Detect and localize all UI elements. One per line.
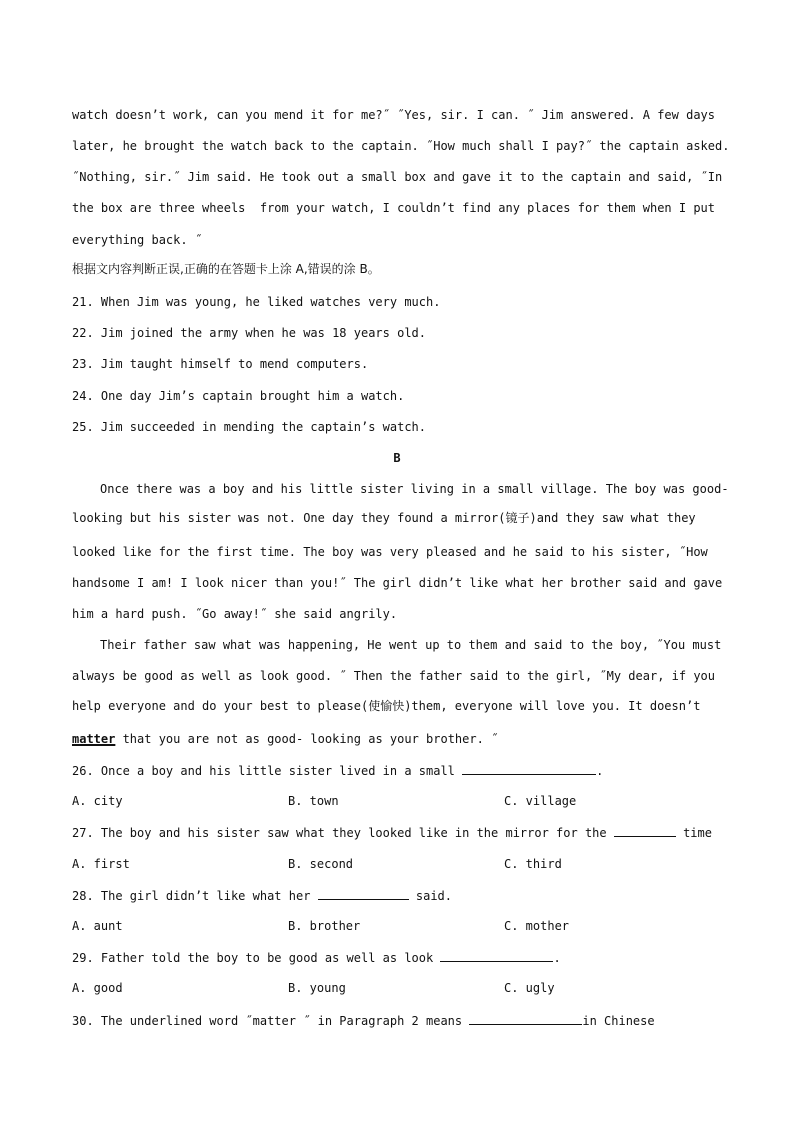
answer-blank bbox=[318, 887, 409, 900]
answer-blank bbox=[469, 1012, 582, 1025]
option-c: C. ugly bbox=[504, 981, 555, 995]
passage-b-line: looking but his sister was not. One day they found a mirror(镜子)and they saw what they bbox=[72, 511, 696, 525]
tf-instruction: 根据文内容判断正误,正确的在答题卡上涂 A,错误的涂 B。 bbox=[72, 262, 380, 276]
option-a: A. good bbox=[72, 981, 123, 995]
option-c: C. third bbox=[504, 857, 562, 871]
option-b: B. young bbox=[288, 981, 346, 995]
mc-question-stem bbox=[72, 949, 712, 966]
option-c: C. village bbox=[504, 794, 577, 808]
mc-question-stem bbox=[72, 762, 712, 779]
passage-b-line: him a hard push. ˝Go away!˝ she said angrily. bbox=[72, 607, 398, 621]
answer-blank bbox=[614, 824, 676, 837]
passage-b-line: handsome I am! I look nicer than you!˝ The girl didn’t like what her brother said and gave bbox=[72, 576, 723, 590]
passage-b-line: Their father saw what was happening, He went up to them and said to the boy, ˝You must bbox=[100, 638, 722, 652]
option-b: B. brother bbox=[288, 919, 361, 933]
passage-b-line bbox=[72, 731, 712, 747]
stem-text: in Chinese bbox=[582, 1014, 655, 1028]
underlined-word: matter bbox=[72, 732, 116, 746]
stem-text: 29. Father told the boy to be good as well as look bbox=[72, 951, 441, 965]
tf-question: 25. Jim succeeded in mending the captain’s watch. bbox=[72, 420, 427, 434]
tf-question: 23. Jim taught himself to mend computers. bbox=[72, 357, 369, 371]
passage-b-line: always be good as well as look good. ˝ Then the father said to the girl, ˝My dear, if you bbox=[72, 669, 715, 683]
stem-text: . bbox=[596, 764, 604, 778]
option-b: B. second bbox=[288, 857, 354, 871]
stem-text: 30. The underlined word ˝matter ˝ in Paragraph 2 means bbox=[72, 1014, 470, 1028]
option-a: A. city bbox=[72, 794, 123, 808]
passage-b-line: help everyone and do your best to please(使愉快)them, everyone will love you. It doesn’t bbox=[72, 699, 701, 713]
option-b: B. town bbox=[288, 794, 339, 808]
passage-a-line: watch doesn’t work, can you mend it for me?˝ ˝Yes, sir. I can. ˝ Jim answered. A few days bbox=[72, 108, 715, 122]
stem-text: said. bbox=[408, 889, 452, 903]
tf-question: 21. When Jim was young, he liked watches very much. bbox=[72, 295, 441, 309]
option-a: A. aunt bbox=[72, 919, 123, 933]
section-heading: B bbox=[393, 451, 401, 465]
option-a: A. first bbox=[72, 857, 130, 871]
answer-blank bbox=[440, 949, 553, 962]
tf-question: 24. One day Jim’s captain brought him a watch. bbox=[72, 389, 405, 403]
stem-text: 28. The girl didn’t like what her bbox=[72, 889, 318, 903]
passage-b-line: Once there was a boy and his little sister living in a small village. The boy was good- bbox=[100, 482, 729, 496]
stem-text: 26. Once a boy and his little sister lived in a small bbox=[72, 764, 463, 778]
option-c: C. mother bbox=[504, 919, 570, 933]
passage-a-line: later, he brought the watch back to the captain. ˝How much shall I pay?˝ the captain asked. bbox=[72, 139, 730, 153]
answer-blank bbox=[462, 762, 596, 775]
stem-text: 27. The boy and his sister saw what they looked like in the mirror for the bbox=[72, 826, 614, 840]
passage-a-line: the box are three wheels from your watch, I couldn’t find any places for them when I put bbox=[72, 201, 715, 215]
passage-a-line: everything back. ˝ bbox=[72, 233, 203, 247]
passage-b-line: looked like for the first time. The boy was very pleased and he said to his sister, ˝How bbox=[72, 545, 708, 559]
mc-question-stem bbox=[72, 824, 712, 841]
tf-question: 22. Jim joined the army when he was 18 years old. bbox=[72, 326, 427, 340]
stem-text: . bbox=[553, 951, 561, 965]
passage-b-line-rest: that you are not as good- looking as your brother. ˝ bbox=[115, 732, 499, 746]
mc-question-stem bbox=[72, 1012, 712, 1029]
passage-a-line: ˝Nothing, sir.˝ Jim said. He took out a small box and gave it to the captain and said, ˝In bbox=[72, 170, 723, 184]
stem-text: time bbox=[675, 826, 712, 840]
mc-question-stem bbox=[72, 887, 712, 904]
